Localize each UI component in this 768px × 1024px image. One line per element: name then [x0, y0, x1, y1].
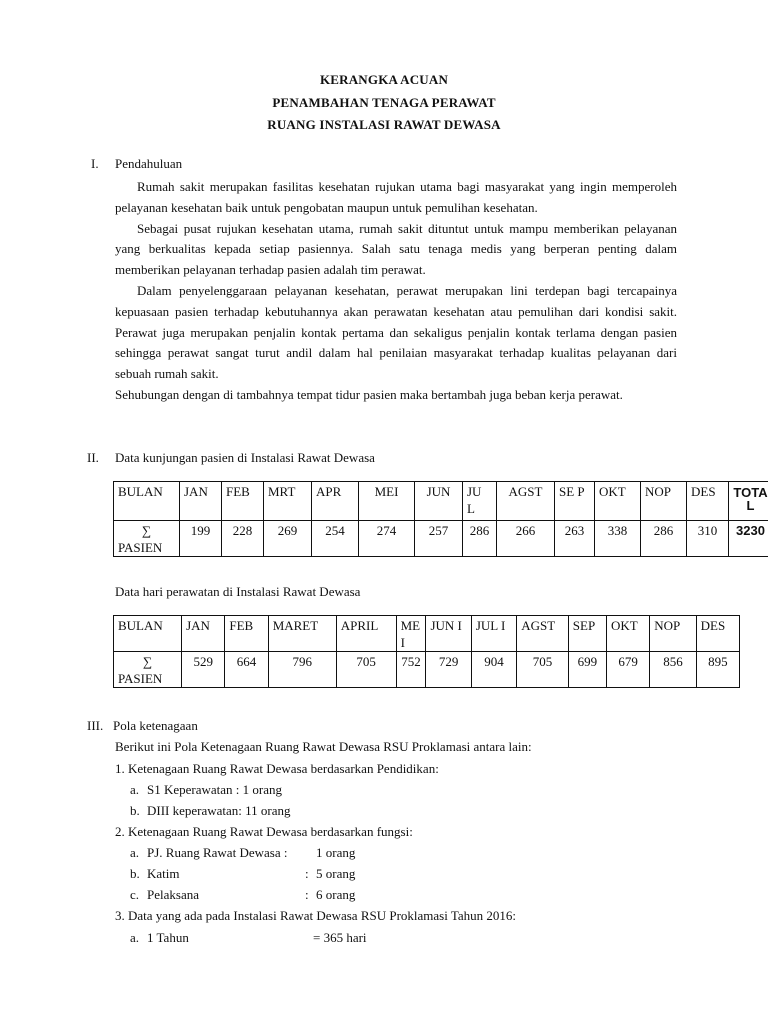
- table-cell: 895: [696, 652, 739, 688]
- table-cell: 228: [222, 521, 264, 557]
- table-cell: MRT: [264, 482, 312, 521]
- paragraph-4: Sehubungan dengan di tambahnya tempat tidur pasien maka bertambah juga beban kerja perawat.: [115, 386, 623, 402]
- visits-table: [113, 481, 768, 557]
- section-1-heading: Pendahuluan: [115, 156, 183, 171]
- list-item-2c-label: Pelaksana: [147, 887, 199, 902]
- list-item-3a-letter: a.: [130, 930, 140, 945]
- list-item-2a-label: PJ. Ruang Rawat Dewasa :: [147, 845, 288, 860]
- table-cell: 679: [606, 652, 649, 688]
- care-days-value-row: [114, 652, 740, 688]
- paragraph-2: Sebagai pusat rujukan kesehatan utama, rumah sakit dituntut untuk mampu memberikan pelayanan yang berkualitas kepada setiap pasiennya. Salah satu tenaga medis yang berperan penting dalam memberikan pelayanan terhadap pasien adalah tim perawat.: [115, 220, 677, 278]
- table-cell: JAN: [180, 482, 222, 521]
- table-cell: APRIL: [336, 616, 396, 652]
- list-item-1a: S1 Keperawatan : 1 orang: [147, 782, 283, 797]
- list-item-1b: DIII keperawatan: 11 orang: [147, 803, 291, 818]
- table-cell: 254: [312, 521, 359, 557]
- table-cell: 729: [426, 652, 471, 688]
- list-item-3a-value: = 365 hari: [313, 930, 367, 945]
- table-cell: 796: [268, 652, 336, 688]
- list-item-2b-letter: b.: [130, 866, 140, 881]
- list-item-2b-label: Katim: [147, 866, 180, 881]
- table-cell: FEB: [225, 616, 268, 652]
- section-1-number: I.: [91, 156, 99, 171]
- table-cell: 199: [180, 521, 222, 557]
- table-cell: 338: [595, 521, 641, 557]
- table-cell: 263: [555, 521, 595, 557]
- list-item-2c-letter: c.: [130, 887, 140, 902]
- table-cell: OKT: [595, 482, 641, 521]
- title-line-3: RUANG INSTALASI RAWAT DEWASA: [267, 117, 501, 132]
- table-cell: AGST: [497, 482, 555, 521]
- list-item-2b-value: 5 orang: [316, 866, 356, 881]
- table-cell: 705: [517, 652, 569, 688]
- table-cell: AGST: [517, 616, 569, 652]
- table-cell: JUL I: [471, 616, 516, 652]
- section-3-intro: Berikut ini Pola Ketenagaan Ruang Rawat Dewasa RSU Proklamasi antara lain:: [115, 739, 532, 754]
- list-item-3: 3. Data yang ada pada Instalasi Rawat Dewasa RSU Proklamasi Tahun 2016:: [115, 908, 517, 923]
- list-item-3a-label: 1 Tahun: [147, 930, 189, 945]
- visits-table-value-row: [114, 521, 768, 557]
- row-label-cell: [114, 652, 182, 688]
- table-cell: DES: [696, 616, 739, 652]
- table-cell: 664: [225, 652, 268, 688]
- list-item-2a-value: 1 orang: [316, 845, 356, 860]
- table-cell: 3230: [729, 521, 768, 557]
- table-cell: JUN: [415, 482, 463, 521]
- table-cell: NOP: [650, 616, 696, 652]
- table-cell: 705: [336, 652, 396, 688]
- table-cell: MEI: [359, 482, 415, 521]
- title-line-2: PENAMBAHAN TENAGA PERAWAT: [272, 95, 496, 110]
- list-item-2: 2. Ketenagaan Ruang Rawat Dewasa berdasarkan fungsi:: [115, 824, 413, 839]
- table-cell: FEB: [222, 482, 264, 521]
- section-3-heading: Pola ketenagaan: [113, 718, 198, 733]
- section-2-heading: Data kunjungan pasien di Instalasi Rawat Dewasa: [115, 450, 375, 465]
- title-line-1: KERANGKA ACUAN: [319, 72, 449, 87]
- table-cell: 529: [182, 652, 225, 688]
- row-label-cell: [114, 521, 180, 557]
- table-cell: APR: [312, 482, 359, 521]
- table-cell: 752: [396, 652, 426, 688]
- list-item-1b-letter: b.: [130, 803, 140, 818]
- list-item-2c-colon: :: [305, 887, 309, 902]
- table-2-caption: Data hari perawatan di Instalasi Rawat Dewasa: [115, 584, 361, 599]
- row-label: PASIEN: [118, 540, 163, 555]
- sum-symbol: ∑: [141, 523, 152, 538]
- table-cell: 856: [650, 652, 696, 688]
- table-cell: JUN I: [426, 616, 471, 652]
- table-cell: 286: [463, 521, 497, 557]
- table-cell: 286: [641, 521, 687, 557]
- sum-symbol: ∑: [142, 654, 153, 669]
- table-cell: 266: [497, 521, 555, 557]
- table-cell: 269: [264, 521, 312, 557]
- visits-table-header-row: [114, 482, 768, 521]
- table-cell: 257: [415, 521, 463, 557]
- table-cell: JAN: [182, 616, 225, 652]
- list-item-2a-letter: a.: [130, 845, 140, 860]
- table-cell: DES: [687, 482, 729, 521]
- paragraph-3: Dalam penyelenggaraan pelayanan kesehatan, perawat merupakan lini terdepan bagi tercapainya kepuasaan pasien terhadap kebutuhannya akan perawatan kesehatan atau pemulihan dari kondisi sakit. Perawat juga merupakan penjalin kontak pertama dan sekaligus penjalin kontak terlama dengan pasien sehingga perawat sangat turut andil dalam hal penilaian masyarakat terhadap kualitas pelayanan dari sebuah rumah sakit.: [115, 282, 677, 382]
- table-cell: 699: [568, 652, 606, 688]
- care-days-table: [113, 615, 740, 688]
- table-cell: BULAN: [114, 616, 182, 652]
- list-item-1a-letter: a.: [130, 782, 140, 797]
- section-1-body: [115, 177, 677, 406]
- table-cell: SE P: [555, 482, 595, 521]
- table-cell: BULAN: [114, 482, 180, 521]
- section-3-number: III.: [87, 718, 104, 733]
- list-item-1: 1. Ketenagaan Ruang Rawat Dewasa berdasarkan Pendidikan:: [115, 761, 439, 776]
- table-cell: JU L: [463, 482, 497, 521]
- table-cell: NOP: [641, 482, 687, 521]
- table-cell: 274: [359, 521, 415, 557]
- paragraph-1: Rumah sakit merupakan fasilitas kesehatan rujukan utama bagi masyarakat yang ingin memperoleh pelayanan kesehatan baik untuk pengobatan maupun untuk pemulihan kesehatan.: [115, 179, 677, 215]
- table-cell: MARET: [268, 616, 336, 652]
- table-cell: 310: [687, 521, 729, 557]
- table-cell: OKT: [606, 616, 649, 652]
- list-item-2c-value: 6 orang: [316, 887, 356, 902]
- row-label: PASIEN: [118, 671, 163, 686]
- table-cell: TOTA L: [729, 482, 768, 521]
- list-item-2b-colon: :: [305, 866, 309, 881]
- section-2-number: II.: [87, 450, 99, 465]
- table-cell: 904: [471, 652, 516, 688]
- table-cell: SEP: [568, 616, 606, 652]
- care-days-header-row: [114, 616, 740, 652]
- table-cell: ME I: [396, 616, 426, 652]
